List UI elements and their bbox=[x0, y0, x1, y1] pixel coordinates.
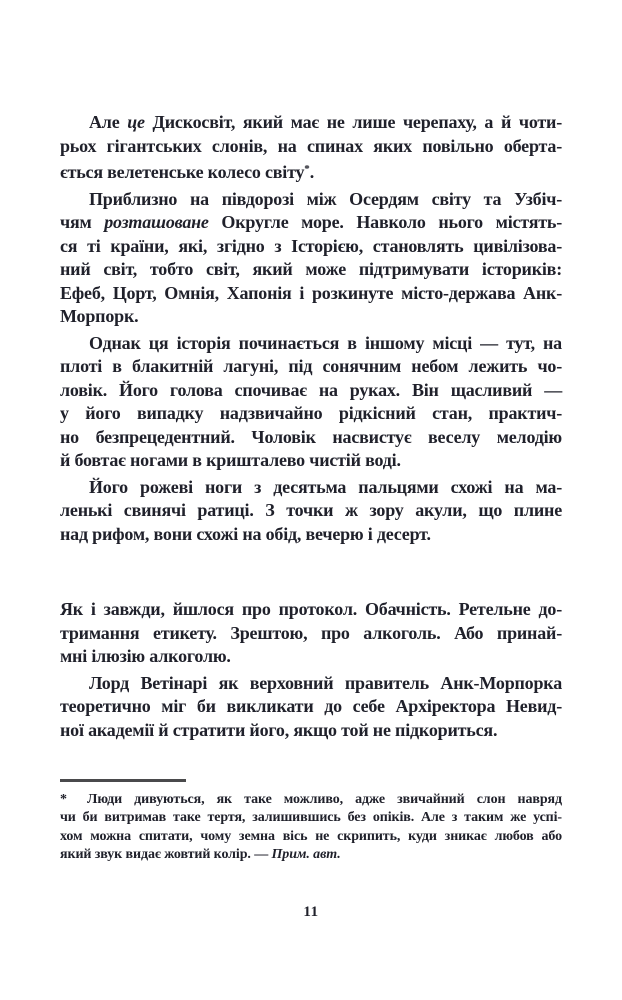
text-line bbox=[60, 426, 562, 450]
text-line bbox=[60, 379, 562, 403]
italic-text-segment: розташоване bbox=[104, 212, 209, 232]
page-number: 11 bbox=[303, 904, 319, 920]
text-segment: . bbox=[309, 162, 315, 182]
text-segment: хом можна спитати, чому земна вісь не скрипить, куди зникає любов або bbox=[60, 828, 562, 844]
text-line bbox=[60, 476, 562, 500]
text-line bbox=[60, 111, 562, 135]
body-text bbox=[60, 111, 562, 742]
paragraph bbox=[60, 476, 562, 547]
text-segment: Морпорк. bbox=[60, 306, 139, 326]
text-line bbox=[60, 158, 562, 185]
text-segment: Приблизно на півдорозі між Осердям світу та Узбіч- bbox=[89, 188, 562, 209]
text-line bbox=[60, 846, 562, 865]
text-segment: ється велетенське колесо світу bbox=[60, 162, 305, 182]
text-segment: ловік. Його голова спочиває на руках. Він щасливий — bbox=[60, 379, 562, 400]
footnote-reference-asterisk: * bbox=[304, 163, 310, 175]
text-line bbox=[60, 791, 562, 810]
text-line bbox=[60, 672, 562, 696]
paragraph bbox=[60, 332, 562, 473]
text-line bbox=[60, 828, 562, 847]
text-segment: який звук видає жовтий колір. — bbox=[60, 847, 272, 862]
text-line bbox=[60, 402, 562, 426]
footnote-section bbox=[60, 779, 562, 865]
text-line bbox=[60, 598, 562, 622]
text-segment: ний світ, тобто світ, який може підтримувати істориків: bbox=[60, 259, 562, 279]
text-segment: Його рожеві ноги з десятьма пальцями схожі на ма- bbox=[89, 476, 562, 497]
text-segment: чям bbox=[60, 212, 105, 232]
paragraph bbox=[60, 598, 562, 669]
text-line bbox=[60, 282, 562, 306]
text-segment: тримання етикету. Зрештою, про алкоголь. Або принай- bbox=[60, 622, 562, 643]
text-line bbox=[60, 332, 562, 356]
paragraph bbox=[60, 188, 562, 329]
italic-text-segment: це bbox=[127, 112, 145, 132]
text-line bbox=[60, 135, 562, 159]
text-line bbox=[60, 449, 562, 473]
text-line bbox=[60, 523, 562, 547]
text-segment: рьох гігантських слонів, на спинах яких повільно оберта- bbox=[60, 135, 562, 156]
text-line bbox=[60, 258, 562, 282]
paragraph bbox=[60, 672, 562, 743]
text-segment: ленькі свинячі ратиці. З точки ж зору акули, що плине bbox=[60, 500, 562, 520]
text-segment: Дискосвіт, який має не лише черепаху, а й чоти- bbox=[144, 112, 562, 132]
text-line bbox=[60, 499, 562, 523]
text-line bbox=[60, 622, 562, 646]
text-segment: у його випадку надзвичайно рідкісний стан, практич- bbox=[60, 403, 562, 423]
text-line bbox=[60, 305, 562, 329]
text-segment: й бовтає ногами в кришталево чистій воді. bbox=[60, 450, 401, 470]
text-segment: Як і завжди, йшлося про протокол. Обачність. Ретельне до- bbox=[60, 599, 562, 619]
footnote-text bbox=[60, 791, 562, 865]
text-segment: Лорд Ветінарі як верховний правитель Анк-Морпорка bbox=[89, 672, 562, 693]
text-segment: Люди дивуються, як таке можливо, адже звичайний слон навряд bbox=[87, 791, 562, 807]
text-segment: теоретично міг би викликати до себе Архіректора Невид- bbox=[60, 696, 562, 716]
text-segment: Але bbox=[89, 112, 128, 132]
footnote-divider bbox=[60, 779, 186, 782]
text-segment: ної академії й стратити його, якщо той не підкориться. bbox=[60, 719, 498, 740]
text-segment: чи би витримав таке тертя, залишившись без опіків. Але з таким же успі- bbox=[60, 810, 562, 825]
text-segment: Ефеб, Цорт, Омнія, Хапонія і розкинуте місто-держава Анк- bbox=[60, 282, 562, 303]
text-line bbox=[60, 719, 562, 743]
text-segment: ся ті країни, які, згідно з Історією, становлять цивілізова- bbox=[60, 235, 562, 256]
text-segment: над рифом, вони схожі на обід, вечерю і десерт. bbox=[60, 523, 431, 544]
text-line bbox=[60, 695, 562, 719]
text-line bbox=[60, 188, 562, 212]
text-segment: плоті в блакитній лагуні, під сонячним небом лежить чо- bbox=[60, 356, 562, 376]
italic-text-segment: Прим. авт. bbox=[271, 847, 341, 862]
footnote-marker-asterisk: * bbox=[60, 791, 67, 807]
text-line bbox=[60, 211, 562, 235]
text-line bbox=[60, 355, 562, 379]
text-line bbox=[60, 645, 562, 669]
text-segment: мні ілюзію алкоголю. bbox=[60, 646, 231, 666]
text-segment: но безпрецедентний. Чоловік насвистує веселу мелодію bbox=[60, 426, 562, 447]
text-line bbox=[60, 235, 562, 259]
page-text-content bbox=[60, 111, 562, 865]
text-line bbox=[60, 809, 562, 828]
text-segment: Однак ця історія починається в іншому місці — тут, на bbox=[89, 332, 562, 353]
text-segment: Округле море. Навколо нього містять- bbox=[208, 212, 562, 232]
paragraph bbox=[60, 111, 562, 185]
